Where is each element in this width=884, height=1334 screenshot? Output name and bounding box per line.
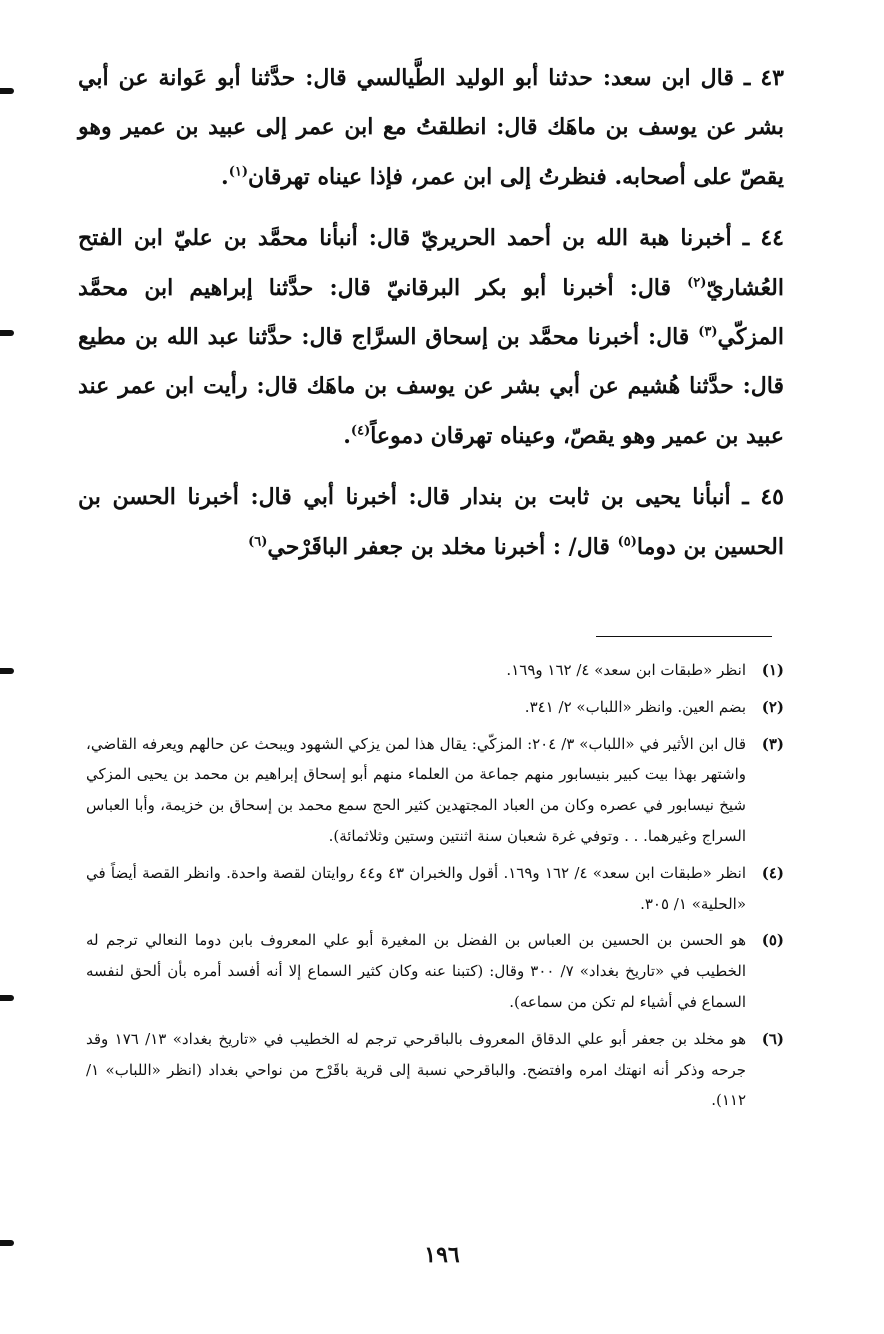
paragraph-text: قال: أخبرنا أبو بكر البرقانيّ قال: حدَّثنا إبراهيم ابن محمَّد المزكّي <box>78 274 784 351</box>
footnote-text: بضم العين. وانظر «اللباب» ٢/ ٣٤١. <box>524 697 746 716</box>
footnote-ref[interactable]: (٤) <box>350 423 371 439</box>
footnote-ref[interactable]: (٥) <box>617 534 637 550</box>
paragraph-number: ٤٣ ـ <box>743 65 784 91</box>
paragraph-number: ٤٥ ـ <box>742 484 784 511</box>
footnotes-section <box>86 655 784 1116</box>
paragraph-text: قال: أخبرنا محمَّد بن إسحاق السرَّاج قال: حدَّثنا عبد الله بن مطيع قال: حدَّثنا هُشيم عن أبي بشر عن يوسف بن ماهَك قال: رأيت ابن عمر عند عبيد بن عمير وهو يقصّ، وعيناه تهرقان دموعاً <box>78 324 784 449</box>
paragraph-text: أنبأنا يحيى بن ثابت بن بندار قال: أخبرنا أبي قال: أخبرنا الحسن بن الحسين بن دوما <box>78 484 784 560</box>
hadith-paragraph-44 <box>78 214 784 461</box>
paragraph-text: أخبرنا هبة الله بن أحمد الحريريّ قال: أنبأنا محمَّد بن عليّ ابن الفتح العُشاريّ <box>78 225 784 301</box>
page-number: ١٩٦ <box>424 1242 460 1268</box>
footnote-number: (٣) <box>761 734 784 753</box>
paragraph-text: قال ابن سعد: حدثنا أبو الوليد الطَّيالسي قال: حدَّثنا أبو عَوانة عن أبي بشر عن يوسف بن ماهَك قال: انطلقتُ مع ابن عمر إلى عبيد بن عمير وهو يقصّ على أصحابه. فنظرتُ إلى ابن عمر، فإذا عيناه تهرقان <box>78 65 784 190</box>
footnote-text: انظر «طبقات ابن سعد» ٤/ ١٦٢ و١٦٩. <box>506 661 746 679</box>
footnote-text: انظر «طبقات ابن سعد» ٤/ ١٦٢ و١٦٩. أقول والخبران ٤٣ و٤٤ روايتان لقصة واحدة. وانظر القصة أيضاً في «الحلية» ١/ ٣٠٥. <box>86 863 747 913</box>
hadith-paragraph-43 <box>78 54 784 202</box>
main-text <box>78 54 784 572</box>
footnote-ref[interactable]: (٦) <box>248 534 268 550</box>
paragraph-end: . <box>343 422 351 449</box>
footnote-number: (٤) <box>761 863 784 882</box>
paragraph-number: ٤٤ ـ <box>742 225 784 252</box>
footnote-ref[interactable]: (١) <box>228 164 249 180</box>
footnote-number: (٢) <box>761 697 784 716</box>
margin-mark <box>0 995 14 1001</box>
footnote-4 <box>86 858 784 920</box>
footnote-text: قال ابن الأثير في «اللباب» ٣/ ٢٠٤: المزكّي: يقال هذا لمن يزكي الشهود ويبحث عن حالهم ويعرفه القاضي، واشتهر بهذا بيت كبير بنيسابور منهم جماعة من العلماء منهم أبو إسحاق إبراهيم بن محمد بن يحيى المزكي شيخ نيسابور في عصره وكان من العباد المجتهدين كثير الحج سمع محمد بن إسحاق بن خزيمة، وأبا العباس السراج وغيرهما. . . وتوفي غرة شعبان سنة اثنتين وستين وثلاثمائة). <box>86 734 746 845</box>
footnote-3 <box>86 729 784 852</box>
footnote-divider <box>596 636 772 637</box>
paragraph-text: قال/ : أخبرنا مخلد بن جعفر الباقَرْحي <box>267 533 618 560</box>
footnote-ref[interactable]: (٢) <box>687 275 707 291</box>
margin-mark <box>0 330 14 336</box>
margin-mark <box>0 668 14 674</box>
footnote-6 <box>86 1024 784 1116</box>
footnote-number: (١) <box>761 661 784 679</box>
footnote-number: (٥) <box>761 931 784 950</box>
footnote-1 <box>86 655 784 686</box>
footnote-text: هو الحسن بن الحسين بن العباس بن الفضل بن المغيرة أبو علي المعروف بابن دوما النعالي ترجم له الخطيب في «تاريخ بغداد» ٧/ ٣٠٠ وقال: (كتبنا عنه وكان كثير السماع إلا أنه أفسد أمره بأن ألحق لنفسه السماع في أشياء لم تكن من سماعه). <box>86 931 746 1011</box>
footnote-text: هو مخلد بن جعفر أبو علي الدقاق المعروف بالباقرحي ترجم له الخطيب في «تاريخ بغداد» ١٣/ ١٧٦ وقد جرحه وذكر أنه انهتك امره وافتضح. والباقرحي نسبة إلى قرية باقَرْح من نواحي بغداد (انظر «اللباب» ١/ ١١٢). <box>86 1029 747 1110</box>
footnote-5 <box>86 925 784 1017</box>
footnote-number: (٦) <box>761 1029 784 1048</box>
paragraph-end: . <box>221 163 229 190</box>
hadith-paragraph-45 <box>78 473 784 572</box>
margin-mark <box>0 88 14 94</box>
footnote-2 <box>86 692 784 723</box>
footnote-ref[interactable]: (٣) <box>698 324 718 340</box>
